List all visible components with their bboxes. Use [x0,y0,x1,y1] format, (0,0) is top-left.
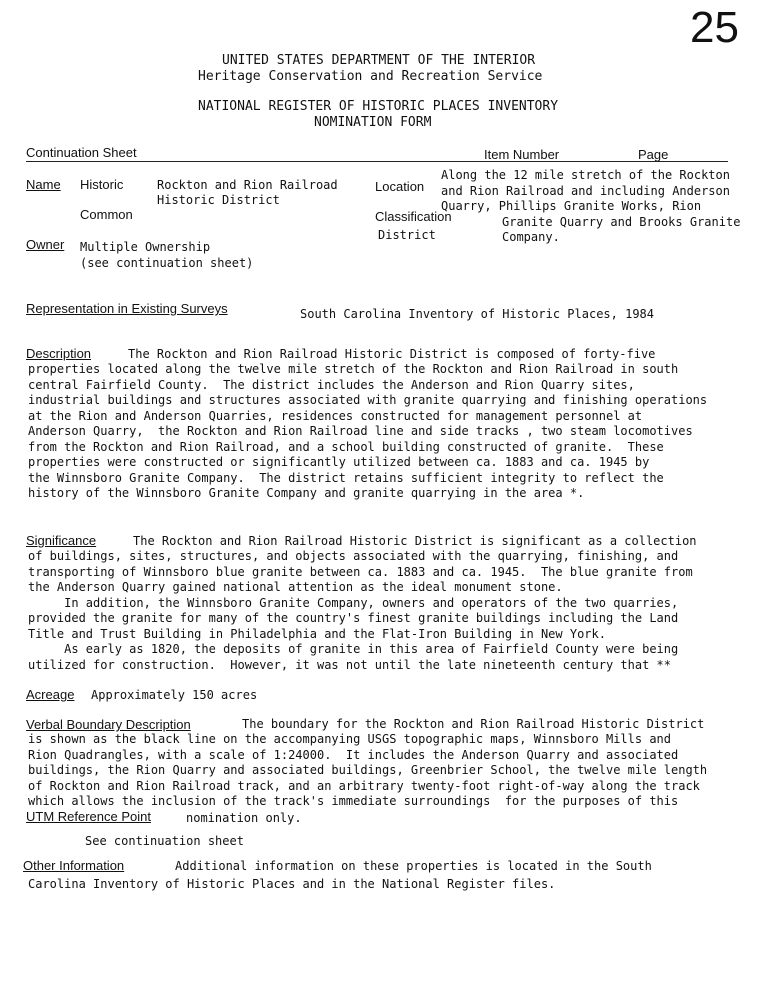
location-label: Location [375,179,425,194]
location-line-3: Quarry, Phillips Granite Works, Rion [441,199,702,213]
boundary-line: is shown as the black line on the accompanying USGS topographic maps, Winnsboro Mills and [28,732,671,746]
boundary-first-line: The boundary for the Rockton and Rion Railroad Historic District [242,717,705,731]
header-agency: UNITED STATES DEPARTMENT OF THE INTERIOR [222,53,536,68]
historic-value-2: Historic District [157,193,280,207]
item-number-label: Item Number [484,147,560,162]
boundary-line: Rion Quadrangles, with a scale of 1:24000. It includes the Anderson Quarry and associated [28,747,679,762]
boundary-line: buildings, the Rion Quarry and associated buildings, Greenbrier School, the twelve mile length [28,763,708,777]
significance-line: In addition, the Winnsboro Granite Company, owners and operators of the two quarries, [28,595,679,610]
location-line-2: and Rion Railroad and including Anderson [441,184,730,198]
name-label: Name [26,177,61,192]
header-form: NOMINATION FORM [314,115,432,130]
common-label: Common [80,207,133,222]
significance-label: Significance [26,533,97,548]
utm-value: nomination only. [186,811,302,825]
owner-value-2: (see continuation sheet) [80,256,254,270]
description-line: the Winnsboro Granite Company. The district retains sufficient integrity to reflect the [28,470,664,485]
surveys-label: Representation in Existing Surveys [26,301,228,316]
acreage-label: Acreage [26,687,75,702]
header-service: Heritage Conservation and Recreation Service [198,69,543,84]
significance-line: the Anderson Quarry gained national attention as the ideal monument stone. [28,580,563,594]
location-line-4: Granite Quarry and Brooks Granite [502,215,741,229]
continuation-sheet-label: Continuation Sheet [26,145,137,160]
description-line: central Fairfield County. The district includes the Anderson and Rion Quarry sites, [28,377,635,392]
significance-body [28,549,758,673]
significance-line: As early as 1820, the deposits of granite in this area of Fairfield County were being [28,642,679,656]
significance-line: Title and Trust Building in Philadelphia and the Flat-Iron Building in New York. [28,626,606,641]
significance-line: transporting of Winnsboro blue granite between ca. 1883 and ca. 1945. The blue granite from [28,564,693,579]
historic-label: Historic [80,177,124,192]
significance-line: utilized for construction. However, it was not until the late nineteenth century that ** [28,657,671,672]
description-first-line: The Rockton and Rion Railroad Historic District is composed of forty-five [128,347,656,361]
other-info-label: Other Information [23,858,125,873]
description-line: properties located along the twelve mile stretch of the Rockton and Rion Railroad in south [28,362,679,376]
boundary-label: Verbal Boundary Description [26,717,191,732]
owner-label: Owner [26,237,65,252]
acreage-value: Approximately 150 acres [91,688,258,702]
classification-label: Classification [375,209,452,224]
significance-line: provided the granite for many of the country's finest granite buildings including the Land [28,611,679,625]
boundary-line: of Rockton and Rion Railroad track, and an arbitrary twenty-foot right-of-way along the track [28,778,700,793]
description-line: Anderson Quarry, the Rockton and Rion Railroad line and side tracks , two steam locomotives [28,424,693,438]
significance-first-line: The Rockton and Rion Railroad Historic District is significant as a collection [133,534,697,548]
other-info-line-2: Carolina Inventory of Historic Places and in the National Register files. [28,877,556,891]
page-label: Page [638,147,669,162]
description-line: industrial buildings and structures associated with granite quarrying and finishing operations [28,393,708,407]
utm-see-continuation: See continuation sheet [85,834,244,848]
boundary-body [28,732,758,810]
header-register: NATIONAL REGISTER OF HISTORIC PLACES INVENTORY [198,99,559,114]
district-value: District [378,228,436,242]
location-line-5: Company. [502,230,560,244]
significance-line: of buildings, sites, structures, and objects associated with the quarrying, finishing, and [28,549,679,563]
boundary-line: which allows the inclusion of the track's immediate surroundings for the purposes of this [28,794,679,808]
description-body [28,362,758,502]
owner-value-1: Multiple Ownership [80,240,211,254]
description-line: at the Rion and Anderson Quarries, residences constructed for management personnel at [28,408,643,423]
header-rule [26,161,728,162]
description-line: from the Rockton and Rion Railroad, and a school building constructed of granite. These [28,439,664,454]
description-line: history of the Winnsboro Granite Company and granite quarrying in the area *. [28,486,585,500]
historic-value-1: Rockton and Rion Railroad [157,178,338,192]
utm-label: UTM Reference Point [26,809,151,824]
other-info-first-line: Additional information on these properties is located in the South [175,859,652,873]
page-number: 25 [690,3,739,52]
surveys-value: South Carolina Inventory of Historic Places, 1984 [300,307,655,321]
description-line: properties were constructed or significantly utilized between ca. 1883 and ca. 1945 by [28,455,650,469]
location-line-1: Along the 12 mile stretch of the Rockton [441,168,730,182]
description-label: Description [26,346,92,361]
